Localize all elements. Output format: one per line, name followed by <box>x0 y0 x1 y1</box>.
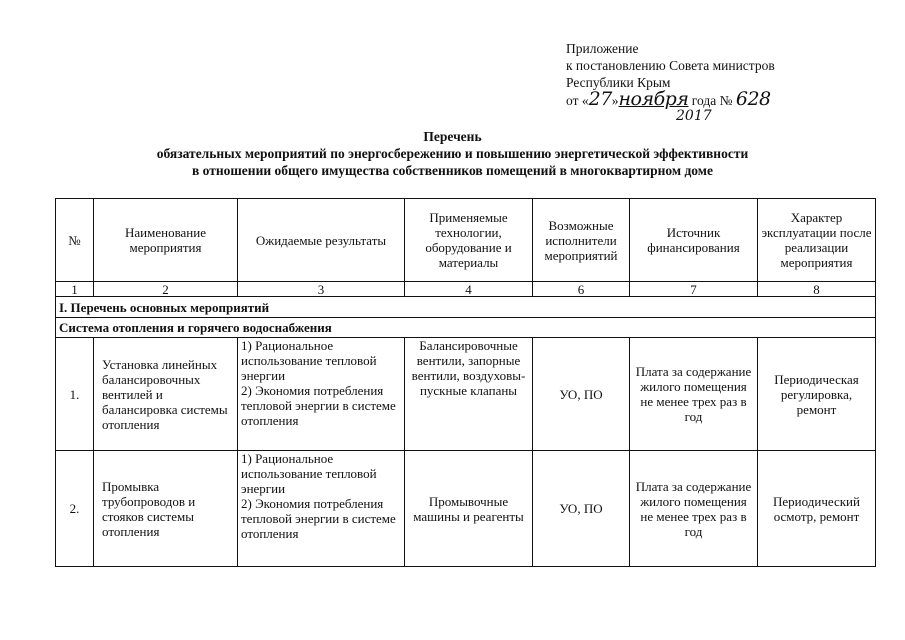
date-month-handwritten: ноября <box>618 88 689 110</box>
column-number: 6 <box>533 282 630 297</box>
technologies: Промывочные машины и реагенты <box>405 451 533 567</box>
measure-name: Промывка трубопроводов и стояков системы отопления <box>94 451 238 567</box>
date-year-label: года № <box>691 93 733 108</box>
header-expected-results: Ожидаемые результаты <box>238 199 405 282</box>
header-measure-name: Наименование мероприятия <box>94 199 238 282</box>
header-number: № <box>56 199 94 282</box>
measures-table <box>55 198 876 567</box>
row-number: 1. <box>56 338 94 451</box>
appendix-republic-line: Республики Крым <box>566 75 671 90</box>
column-number: 4 <box>405 282 533 297</box>
section-title: I. Перечень основных мероприятий <box>56 297 876 318</box>
subsection-row <box>56 318 876 338</box>
measure-name: Установка линейных балансировочных вентилей и балансировка системы отопления <box>94 338 238 451</box>
appendix-label: Приложение <box>566 41 639 56</box>
title-line-2: обязательных мероприятий по энергосбережению и повышению энергетической эффективности <box>156 146 749 161</box>
executors: УО, ПО <box>533 451 630 567</box>
expected-results: 1) Рациональное использование тепловой энергии 2) Экономия потребления тепловой энергии в системе отопления <box>238 338 405 451</box>
executors: УО, ПО <box>533 338 630 451</box>
title-line-3: в отношении общего имущества собственников помещений в многоквартирном доме <box>192 163 713 178</box>
table-header-row <box>56 199 876 282</box>
column-number: 3 <box>238 282 405 297</box>
expected-results: 1) Рациональное использование тепловой энергии 2) Экономия потребления тепловой энергии в системе отопления <box>238 451 405 567</box>
appendix-block <box>566 40 775 124</box>
operation-character: Периодическая регулировка, ремонт <box>758 338 876 451</box>
technologies: Балансировочные вентили, запорные вентили, воздуховы-пускные клапаны <box>405 338 533 451</box>
date-mid: » <box>611 93 619 108</box>
date-prefix: от « <box>566 93 589 108</box>
column-number: 1 <box>56 282 94 297</box>
funding-source: Плата за содержание жилого помещения не менее трех раз в год <box>630 338 758 451</box>
funding-source: Плата за содержание жилого помещения не менее трех раз в год <box>630 451 758 567</box>
column-number-row <box>56 282 876 297</box>
table-row <box>56 451 876 567</box>
table-row <box>56 338 876 451</box>
appendix-date-line <box>566 88 775 110</box>
date-year-handwritten: 2017 <box>676 108 712 124</box>
column-number: 8 <box>758 282 876 297</box>
column-number: 7 <box>630 282 758 297</box>
header-technologies: Применяемые технологии, оборудование и материалы <box>405 199 533 282</box>
document-title <box>0 128 905 179</box>
header-operation-character: Характер эксплуатации после реализации мероприятия <box>758 199 876 282</box>
subsection-title: Система отопления и горячего водоснабжения <box>56 318 876 338</box>
column-number: 2 <box>94 282 238 297</box>
header-executors: Возможные исполнители мероприятий <box>533 199 630 282</box>
row-number: 2. <box>56 451 94 567</box>
title-line-1: Перечень <box>423 129 482 144</box>
appendix-resolution-line: к постановлению Совета министров <box>566 58 775 73</box>
date-day-handwritten: 27 <box>588 88 612 110</box>
section-row <box>56 297 876 318</box>
operation-character: Периодический осмотр, ремонт <box>758 451 876 567</box>
date-number-handwritten: 628 <box>735 88 771 110</box>
header-funding-source: Источник финансирования <box>630 199 758 282</box>
